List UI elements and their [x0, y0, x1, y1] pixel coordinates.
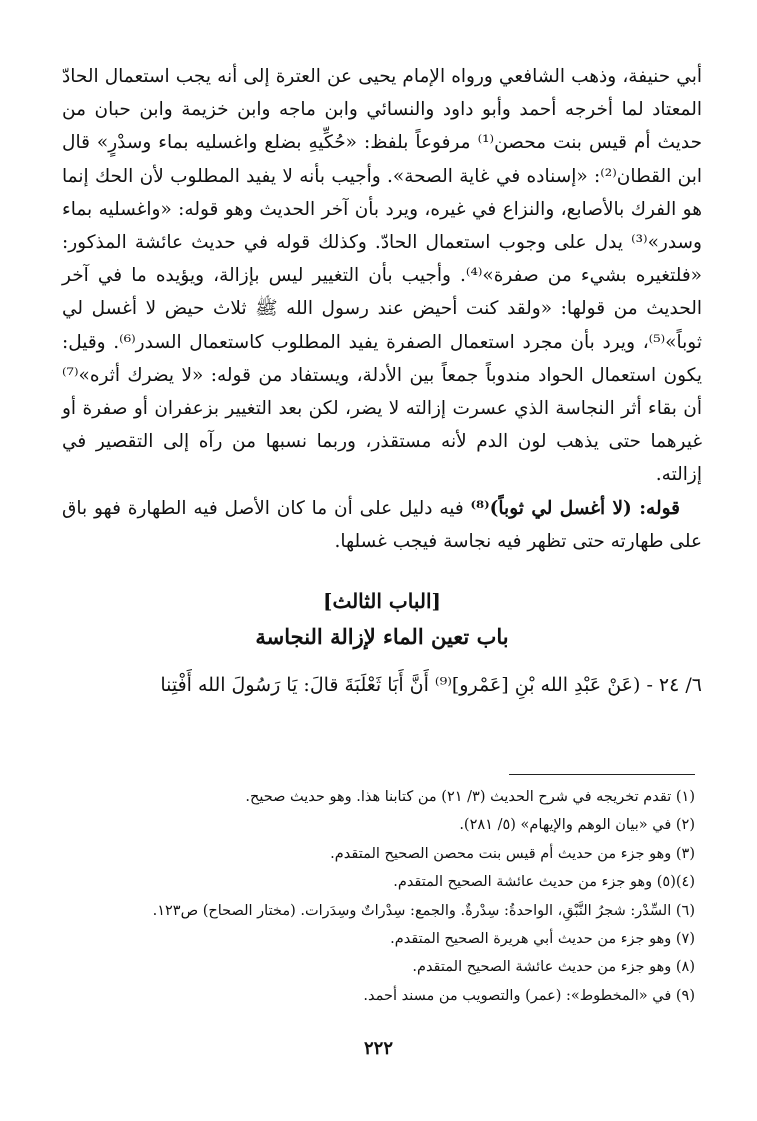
footnote: (٤)(٥) وهو جزء من حديث عائشة الصحيح المتقدم. — [393, 874, 695, 891]
paragraph-2-lead: قوله: (لا أغسل لي ثوباً)⁽⁸⁾ — [470, 497, 680, 519]
footnote: (٧) وهو جزء من حديث أبي هريرة الصحيح المتقدم. — [390, 931, 695, 948]
footnotes — [55, 783, 695, 1010]
footnote-divider — [509, 774, 695, 775]
footnote: (٩) في «المخطوط»: (عمر) والتصويب من مسند أحمد. — [363, 987, 695, 1004]
footnote: (٨) وهو جزء من حديث عائشة الصحيح المتقدم. — [412, 959, 695, 976]
footnote: (١) تقدم تخريجه في شرح الحديث (٣/ ٢١) من كتابنا هذا. وهو حديث صحيح. — [245, 789, 695, 805]
page-body — [62, 60, 702, 702]
footnote: (٣) وهو جزء من حديث أم قيس بنت محصن الصحيح المتقدم. — [330, 845, 695, 862]
chapter-number: [الباب الثالث] — [322, 589, 441, 614]
paragraph-2 — [62, 492, 702, 558]
footnote: (٢) في «بيان الوهم والإيهام» (٥/ ٢٨١). — [459, 817, 695, 834]
paragraph-1: أبي حنيفة، وذهب الشافعي ورواه الإمام يحيى عن العترة إلى أنه يجب استعمال الحادّ المعتاد لما أخرجه أحمد وأبو داود والنسائي وابن ماجه وابن خزيمة وابن حبان من حديث أم قيس بنت محصن⁽¹⁾ مرفوعاً بلفظ: «حُكِّيهِ بضلع واغسليه بماء وسدْرٍ» قال ابن القطان⁽²⁾: «إسناده في غاية الصحة». وأجيب بأنه لا يفيد المطلوب لأن الحك إنما هو الفرك بالأصابع، والنزاع في غيره، ويرد بأن آخر الحديث وهو قوله: «واغسليه بماء وسدر»⁽³⁾ يدل على وجوب استعمال الحادّ. وكذلك قوله في حديث عائشة المذكور: «فلتغيره بشيء من صفرة»⁽⁴⁾. وأجيب بأن التغيير ليس بإزالة، ويؤيده ما في آخر الحديث من قولها: «ولقد كنت أحيض عند رسول الله ﷺ ثلاث حيض لا أغسل لي ثوباً»⁽⁵⁾، ويرد بأن مجرد استعمال الصفرة يفيد المطلوب كاستعمال السدر⁽⁶⁾. وقيل: يكون استعمال الحواد مندوباً جمعاً بين الأدلة، ويستفاد من قوله: «لا يضرك أثره»⁽⁷⁾ أن بقاء أثر النجاسة الذي عسرت إزالته لا يضر، لكن بعد التغيير بزعفران أو صفرة أو غيرهما حتى يذهب لون الدم لأنه مستقذر، وربما نسبها من رآه إلى التقصير في إزالته. — [62, 66, 703, 486]
footnote: (٦) السِّدْر: شجرُ النَّبْقِ، الواحدةُ: سِدْرةٌ. والجمع: سِدْراتٌ وسِدَرات. (مختار الصحاح) ص١٢٣. — [152, 902, 695, 919]
paragraph-2-rest: فيه دليل على أن ما كان الأصل فيه الطهارة فهو باق على طهارته حتى تظهر فيه نجاسة فيجب غسلها. — [62, 497, 702, 552]
page-number: ٢٢٢ — [363, 1038, 393, 1059]
chapter-title: باب تعين الماء لإزالة النجاسة — [255, 624, 509, 650]
hadith-line: ٦/ ٢٤ - (عَنْ عَبْدِ الله بْنِ [عَمْرو]⁽⁹⁾ أَنَّ أَبَا ثَعْلَبَةَ قالَ: يَا رَسُولَ الله أَفْتِنا — [160, 674, 702, 697]
